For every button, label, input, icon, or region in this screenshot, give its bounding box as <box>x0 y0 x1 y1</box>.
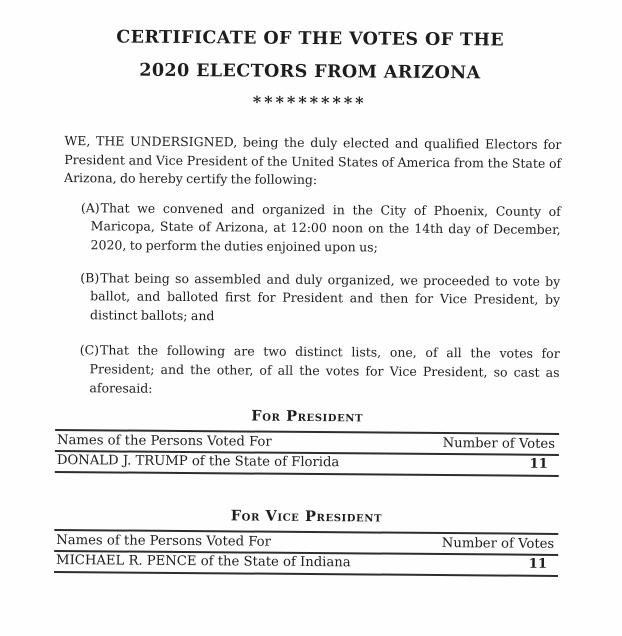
clause-a-label: (A) <box>80 199 100 216</box>
president-section-heading: For President <box>251 407 364 426</box>
president-column-votes-header: Number of Votes <box>442 436 556 453</box>
clause-c-text: That the following are two distinct lists, one, of all the votes for President; and the other, of all the votes for Vice President, so cast as aforesaid: <box>89 342 560 396</box>
clause-b <box>63 269 560 329</box>
vice-president-vote-count: 11 <box>528 556 548 572</box>
president-column-names-header: Names of the Persons Voted For <box>56 433 272 450</box>
clause-a <box>63 199 560 259</box>
table-row <box>54 552 558 575</box>
document-title-line-2: 2020 ELECTORS FROM ARIZONA <box>139 60 481 84</box>
vice-president-candidate-name: MICHAEL R. PENCE of the State of Indiana <box>56 553 351 571</box>
vice-president-column-votes-header: Number of Votes <box>441 536 555 553</box>
vice-president-vote-table <box>54 529 558 577</box>
vice-president-column-names-header: Names of the Persons Voted For <box>56 533 271 550</box>
president-candidate-name: DONALD J. TRUMP of the State of Florida <box>56 453 340 471</box>
asterisk-separator: ********** <box>252 92 367 113</box>
president-vote-table <box>55 429 559 477</box>
vice-president-section-heading: For Vice President <box>230 507 383 526</box>
clause-a-text: That we convened and organized in the City of Phoenix, County of Maricopa, State of Arizona, at 12:00 noon on the 14th day of December, 2020, to perform the duties enjoined upon us; <box>90 200 561 255</box>
intro-paragraph: WE, THE UNDERSIGNED, being the duly elected and qualified Electors for President and Vice President of the United States of America from the State of Arizona, do hereby certify the following: <box>64 133 562 188</box>
clause-c-label: (C) <box>79 342 100 358</box>
clause-c <box>62 341 559 401</box>
clause-b-label: (B) <box>80 269 100 285</box>
president-vote-count: 11 <box>529 456 548 472</box>
document-title-line-1: CERTIFICATE OF THE VOTES OF THE <box>116 27 505 51</box>
table-row <box>55 452 559 475</box>
clause-b-text: That being so assembled and duly organized, we proceeded to vote by ballot, and balloted first for President and then for Vice President, by distinct ballots; and <box>89 269 561 323</box>
